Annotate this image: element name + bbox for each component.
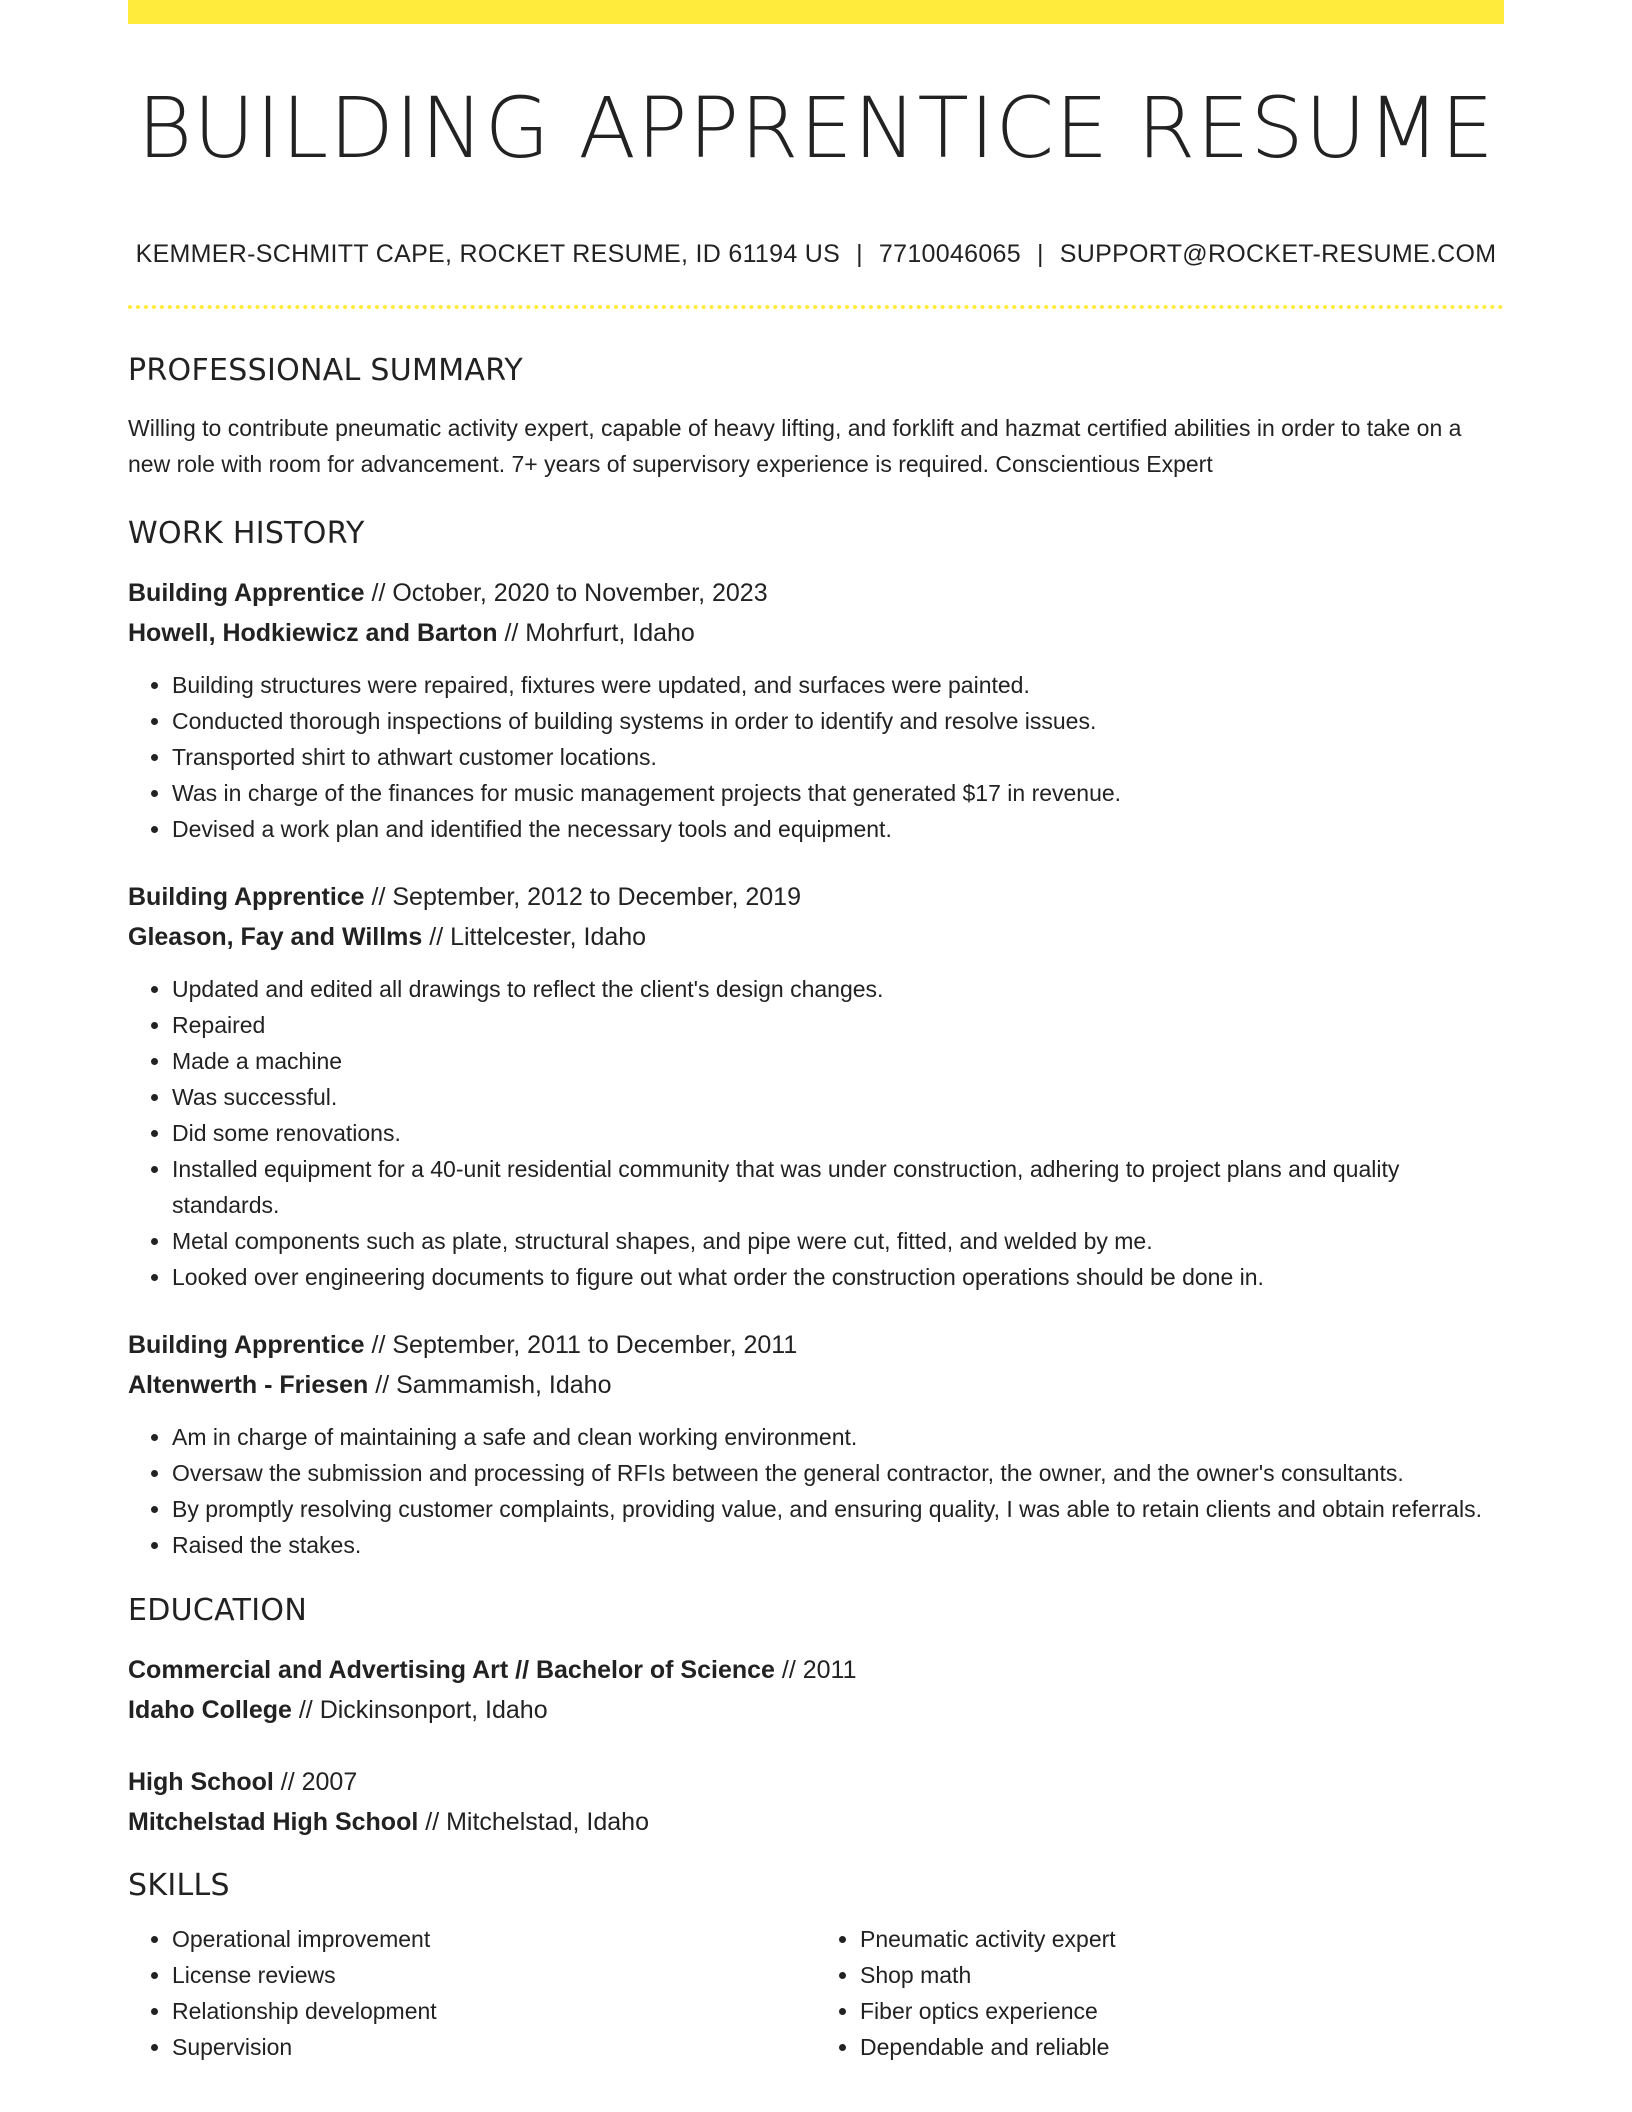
contact-separator: | [1036,240,1044,269]
list-item: • Pneumatic activity expert [860,1921,1504,1957]
resume-page [128,0,1504,2065]
section-heading-skills: SKILLS [128,1868,230,1904]
education-school: Mitchelstad High School [128,1808,419,1837]
list-item: • Am in charge of maintaining a safe and clean working environment. [172,1419,1504,1455]
list-item: • Transported shirt to athwart customer locations. [172,739,1504,775]
accent-top-bar [128,0,1504,24]
education-entry [128,1650,1504,1730]
job-title-line [128,573,1504,613]
job-company: Gleason, Fay and Willms [128,923,423,952]
job-company: Howell, Hodkiewicz and Barton [128,619,498,648]
job-location: // Sammamish, Idaho [368,1371,612,1400]
list-item: • Looked over engineering documents to figure out what order the construction operations should be done in. [172,1259,1504,1295]
education-school-line [128,1802,1504,1842]
contact-separator: | [856,240,863,269]
education-entry [128,1762,1504,1842]
contact-line [128,240,1504,269]
dotted-divider [128,305,1504,309]
contact-email: SUPPORT@ROCKET-RESUME.COM [1059,240,1497,269]
list-item: • Fiber optics experience [860,1993,1504,2029]
list-item: • Made a machine [172,1043,1504,1079]
job-title: Building Apprentice [128,1331,365,1360]
list-item: • Was successful. [172,1079,1504,1115]
list-item: • Updated and edited all drawings to reflect the client's design changes. [172,971,1504,1007]
job-title-line [128,877,1504,917]
job-company-line [128,917,1504,957]
job-entry [128,1325,1504,1563]
education-degree-line [128,1650,1504,1690]
job-title-line [128,1325,1504,1365]
resume-title: BUILDING APPRENTICE RESUME [137,79,1495,177]
list-item: • Devised a work plan and identified the necessary tools and equipment. [172,811,1504,847]
education-degree-line [128,1762,1504,1802]
contact-phone: 7710046065 [878,240,1021,269]
skills-list-right [816,1921,1504,2065]
list-item: • Oversaw the submission and processing of RFIs between the general contractor, the owner, and the owner's consultants. [172,1455,1504,1491]
section-heading-work: WORK HISTORY [128,516,365,552]
job-title: Building Apprentice [128,883,365,912]
job-location: // Littelcester, Idaho [422,923,647,952]
list-item: • Metal components such as plate, structural shapes, and pipe were cut, fitted, and welded by me. [172,1223,1504,1259]
list-item: • Relationship development [172,1993,816,2029]
job-bullets [128,1419,1504,1563]
education-degree: High School [128,1768,274,1797]
list-item: • By promptly resolving customer complaints, providing value, and ensuring quality, I was able to retain clients and obtain referrals. [172,1491,1504,1527]
job-company-line [128,1365,1504,1405]
skills-list-left [128,1921,816,2065]
summary-text: Willing to contribute pneumatic activity expert, capable of heavy lifting, and forklift and hazmat certified abilities in order to take on a new role with room for advancement. 7+ years of supervisory experience is required. Conscientious Expert [128,415,1462,478]
education-location: // Dickinsonport, Idaho [291,1696,548,1725]
list-item: • Raised the stakes. [172,1527,1504,1563]
job-company-line [128,613,1504,653]
job-bullets [128,667,1504,847]
education-degree: Commercial and Advertising Art // Bachelor of Science [128,1656,775,1685]
job-dates: // September, 2011 to December, 2011 [364,1331,798,1360]
job-company: Altenwerth - Friesen [128,1371,369,1400]
list-item: • License reviews [172,1957,816,1993]
list-item: • Operational improvement [172,1921,816,1957]
section-heading-summary: PROFESSIONAL SUMMARY [128,353,524,389]
list-item: • Installed equipment for a 40-unit residential community that was under construction, adhering to project plans and quality standards. [172,1151,1504,1223]
education-year: // 2007 [273,1768,358,1797]
list-item: • Was in charge of the finances for music management projects that generated $17 in revenue. [172,775,1504,811]
list-item: • Dependable and reliable [860,2029,1504,2065]
skills-columns [128,1921,1504,2065]
education-school: Idaho College [128,1696,292,1725]
job-dates: // October, 2020 to November, 2023 [364,579,768,608]
list-item: • Supervision [172,2029,816,2065]
contact-address: KEMMER-SCHMITT CAPE, ROCKET RESUME, ID 61194 US [135,240,841,269]
list-item: • Building structures were repaired, fixtures were updated, and surfaces were painted. [172,667,1504,703]
section-heading-education: EDUCATION [128,1593,308,1629]
job-location: // Mohrfurt, Idaho [497,619,695,648]
list-item: • Repaired [172,1007,1504,1043]
job-title: Building Apprentice [128,579,365,608]
list-item: • Conducted thorough inspections of building systems in order to identify and resolve issues. [172,703,1504,739]
education-school-line [128,1690,1504,1730]
job-entry [128,877,1504,1295]
job-entry [128,573,1504,847]
list-item: • Shop math [860,1957,1504,1993]
job-dates: // September, 2012 to December, 2019 [364,883,801,912]
job-bullets [128,971,1504,1295]
education-location: // Mitchelstad, Idaho [418,1808,649,1837]
list-item: • Did some renovations. [172,1115,1504,1151]
education-year: // 2011 [774,1656,857,1685]
